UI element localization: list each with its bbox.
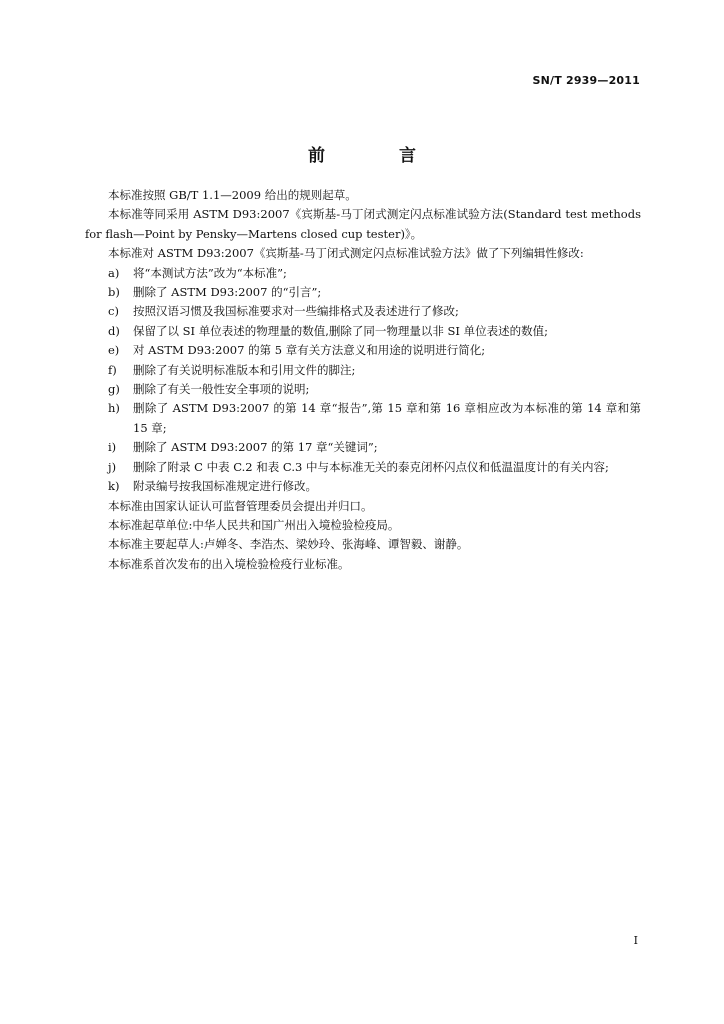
- paragraph-drafting-rules: 本标准按照 GB/T 1.1—2009 给出的规则起草。: [108, 188, 357, 202]
- list-item-text: 删除了有关说明标准版本和引用文件的脚注;: [133, 362, 356, 377]
- paragraph-drafting-unit: 本标准起草单位:中华人民共和国广州出入境检验检疫局。: [108, 517, 400, 532]
- list-item-text: 保留了以 SI 单位表述的物理量的数值,删除了同一物理量以非 SI 单位表述的数值;: [133, 323, 548, 338]
- paragraph-modifications-intro: 本标准对 ASTM D93:2007《宾斯基-马丁闭式测定闪点标准试验方法》做了下列编辑性修改:: [108, 246, 584, 261]
- list-item-label: b): [108, 285, 120, 300]
- paragraph-adoption: 本标准等同采用 ASTM D93:2007《宾斯基-马丁闭式测定闪点标准试验方法(Standard test methods for flash—Point by Pensky—Martens closed cup tester)》。: [85, 207, 641, 241]
- list-item-label: g): [108, 382, 120, 397]
- list-item: [85, 264, 641, 283]
- list-item: [85, 283, 641, 302]
- list-item: [85, 361, 641, 380]
- list-item: [85, 302, 641, 321]
- document-body: [85, 186, 641, 574]
- list-item-label: c): [108, 304, 119, 319]
- list-item-text: 删除了 ASTM D93:2007 的第 17 章“关键词”;: [133, 440, 378, 455]
- list-item-label: e): [108, 343, 120, 358]
- list-item: [85, 458, 641, 477]
- standard-number: SN/T 2939—2011: [532, 74, 640, 87]
- paragraph-proposer: 本标准由国家认证认可监督管理委员会提出并归口。: [108, 498, 373, 513]
- page-title: 前 言: [308, 146, 450, 166]
- list-item: [85, 399, 641, 438]
- list-item-text: 删除了 ASTM D93:2007 的第 14 章“报告”,第 15 章和第 16 章相应改为本标准的第 14 章和第 15 章;: [133, 401, 641, 435]
- list-item-text: 对 ASTM D93:2007 的第 5 章有关方法意义和用途的说明进行简化;: [133, 343, 486, 358]
- list-item-label: i): [108, 440, 117, 455]
- list-item-label: j): [108, 459, 117, 474]
- list-item-text: 删除了 ASTM D93:2007 的“引言”;: [133, 285, 322, 300]
- list-item: [85, 322, 641, 341]
- list-item: [85, 477, 641, 496]
- paragraph-first-release: 本标准系首次发布的出入境检验检疫行业标准。: [108, 556, 350, 571]
- list-item-text: 删除了附录 C 中表 C.2 和表 C.3 中与本标准无关的泰克闭杯闪点仪和低温温度计的有关内容;: [133, 459, 609, 474]
- list-item-text: 删除了有关一般性安全事项的说明;: [133, 382, 310, 397]
- list-item-label: a): [108, 265, 120, 280]
- list-item-label: d): [108, 323, 120, 338]
- list-item: [85, 380, 641, 399]
- list-item-text: 按照汉语习惯及我国标准要求对一些编排格式及表述进行了修改;: [133, 304, 459, 319]
- list-item-text: 将“本测试方法”改为“本标准”;: [133, 265, 287, 280]
- list-item-label: h): [108, 401, 120, 416]
- list-item-label: f): [108, 362, 117, 377]
- paragraph-drafters: 本标准主要起草人:卢婵冬、李浩杰、梁妙玲、张海峰、谭智毅、谢静。: [108, 537, 469, 552]
- list-item-label: k): [108, 479, 120, 494]
- list-item-text: 附录编号按我国标准规定进行修改。: [133, 479, 317, 494]
- page-number: I: [633, 934, 638, 947]
- list-item: [85, 341, 641, 360]
- list-item: [85, 438, 641, 457]
